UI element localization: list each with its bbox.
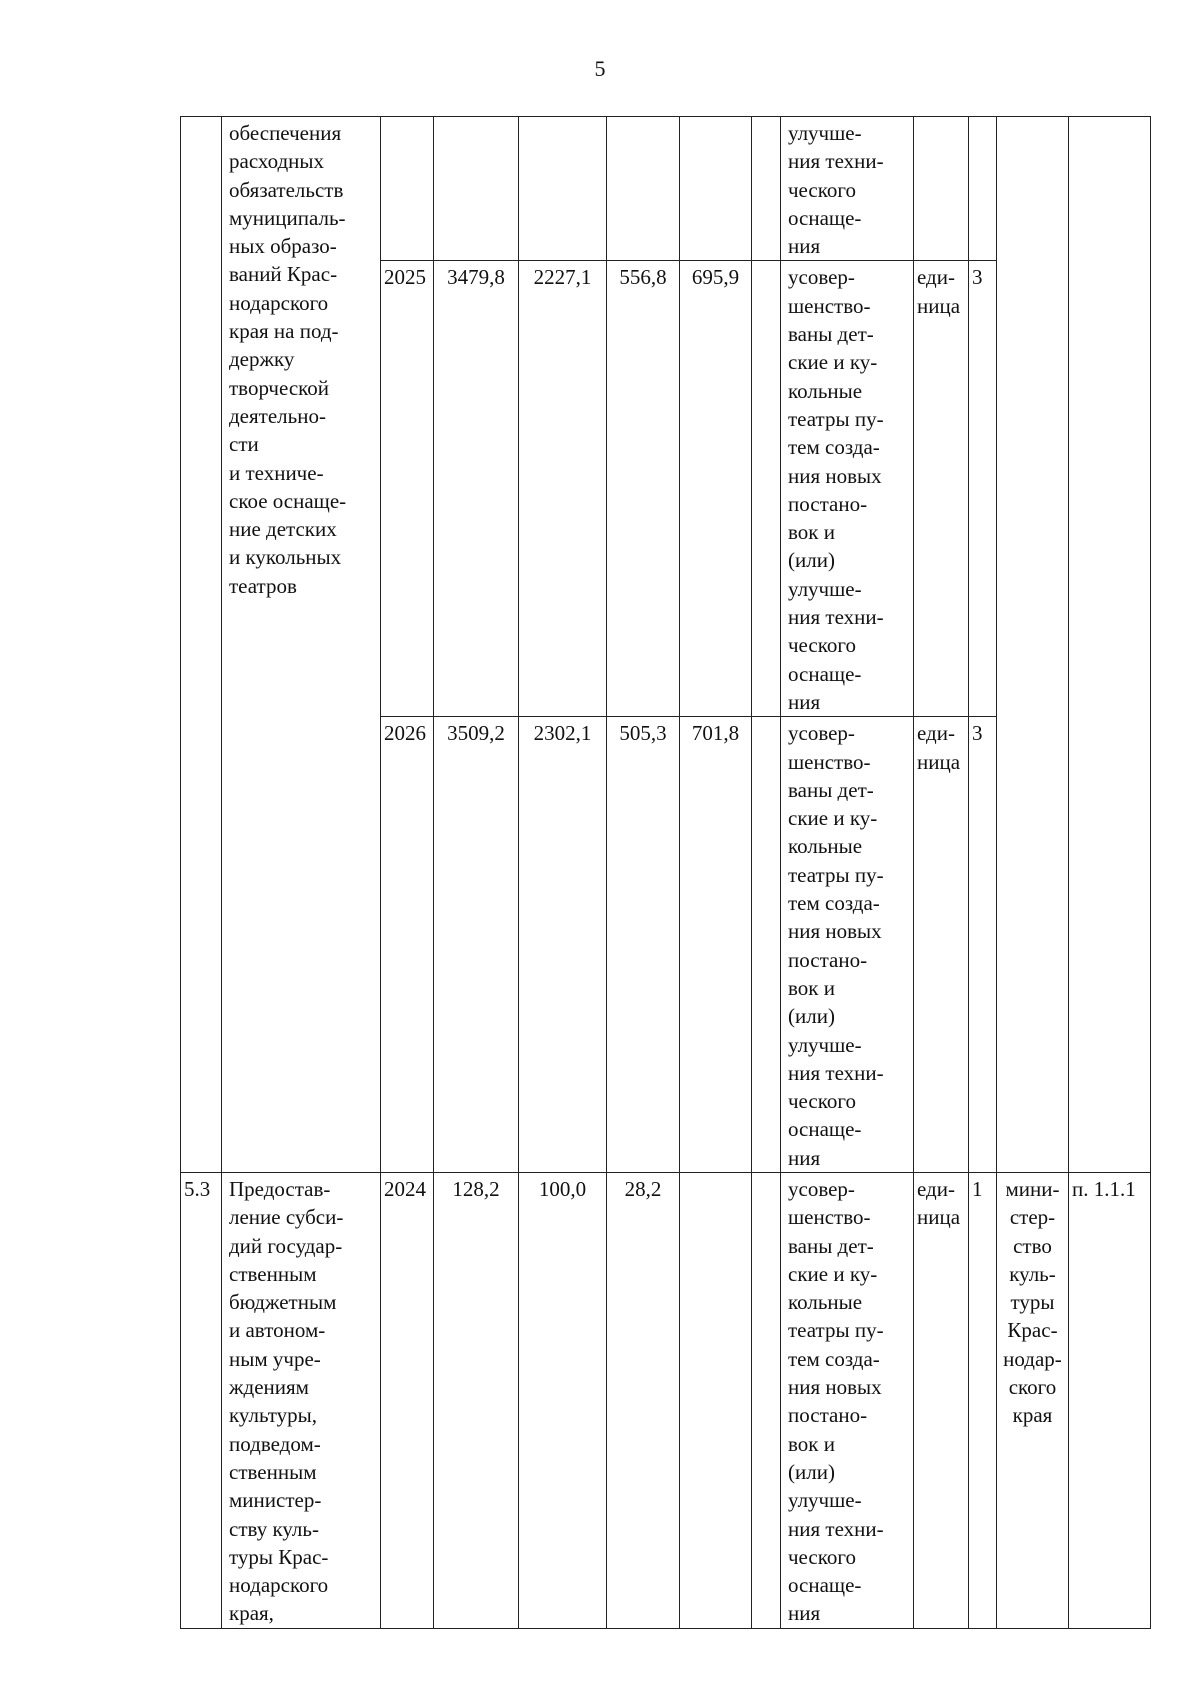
text-line: шенство- <box>788 1205 871 1230</box>
text-line: муниципаль- <box>229 205 346 230</box>
text-line: мини- <box>1005 1176 1060 1201</box>
text-line: ница <box>917 293 961 318</box>
text-line: усовер- <box>788 721 855 746</box>
cell-qty-empty <box>969 117 997 261</box>
cell-year: 2026 <box>381 717 434 1173</box>
cell-total-empty <box>434 117 519 261</box>
text-line: постано- <box>788 491 868 516</box>
cell-result <box>781 717 914 1173</box>
table-row <box>181 117 1151 261</box>
cell-ref: п. 1.1.1 <box>1069 1172 1151 1628</box>
text-line: ственным <box>229 1261 317 1286</box>
text-line: ным учре- <box>229 1346 321 1371</box>
text-line: театры пу- <box>788 862 884 887</box>
cell-year-empty <box>381 117 434 261</box>
text-line: обязательств <box>229 177 344 202</box>
text-line: культуры, <box>229 1403 317 1428</box>
text-line: сти <box>229 432 259 457</box>
cell-v1: 100,0 <box>519 1172 607 1628</box>
text-line: туры <box>1010 1290 1055 1315</box>
text-line: ния техни- <box>788 149 884 174</box>
text-line: ство <box>1013 1233 1052 1258</box>
text-line: нодар- <box>1003 1346 1062 1371</box>
text-line: ваний Крас- <box>229 262 338 287</box>
text-line: ственным <box>229 1459 317 1484</box>
text-line: усовер- <box>788 1176 855 1201</box>
text-line: ские и ку- <box>788 350 878 375</box>
text-line: обеспечения <box>229 121 342 145</box>
cell-v4 <box>752 717 781 1173</box>
text-line: ление субси- <box>229 1205 344 1230</box>
cell-unit <box>914 717 969 1173</box>
text-line: (или) <box>788 1459 835 1484</box>
cell-unit <box>914 1172 969 1628</box>
cell-v2: 28,2 <box>607 1172 680 1628</box>
cell-v4 <box>752 1172 781 1628</box>
text-line: вок и <box>788 1431 835 1456</box>
text-line: ница <box>917 1205 961 1230</box>
text-line: ния техни- <box>788 1516 884 1541</box>
cell-result <box>781 261 914 717</box>
table-row <box>181 1172 1151 1628</box>
text-line: тем созда- <box>788 435 880 460</box>
text-line: ния техни- <box>788 1060 884 1085</box>
text-line: ница <box>917 749 961 774</box>
text-line: деятельно- <box>229 403 326 428</box>
text-line: ваны дет- <box>788 1233 874 1258</box>
cell-total: 3509,2 <box>434 717 519 1173</box>
page-number: 5 <box>594 56 606 81</box>
text-line: шенство- <box>788 749 871 774</box>
program-table <box>180 116 1151 1629</box>
text-line: ческого <box>788 1544 856 1569</box>
text-line: вок и <box>788 975 835 1000</box>
text-line: держку <box>229 347 295 372</box>
text-line: и автоном- <box>229 1318 326 1343</box>
text-line: расходных <box>229 149 324 174</box>
text-line: Предостав- <box>229 1176 331 1201</box>
text-line: дий государ- <box>229 1233 343 1258</box>
cell-qty: 3 <box>969 717 997 1173</box>
text-line: ское оснаще- <box>229 488 347 513</box>
text-line: ных образо- <box>229 234 337 259</box>
cell-executor-empty <box>997 117 1069 1173</box>
text-line: усовер- <box>788 265 855 290</box>
cell-ref-empty <box>1069 117 1151 1173</box>
text-line: шенство- <box>788 293 871 318</box>
text-line: оснаще- <box>788 1573 862 1598</box>
text-line: ния техни- <box>788 605 884 630</box>
cell-num-empty <box>181 117 222 1173</box>
cell-unit <box>914 261 969 717</box>
text-line: творческой <box>229 375 330 400</box>
cell-v1: 2302,1 <box>519 717 607 1173</box>
text-line: еди- <box>917 265 955 290</box>
cell-v3: 695,9 <box>680 261 752 717</box>
text-line: и техниче- <box>229 460 324 485</box>
text-line: ческого <box>788 1089 856 1114</box>
text-line: оснаще- <box>788 1117 862 1142</box>
text-line: ждениям <box>229 1375 309 1400</box>
text-line: постано- <box>788 947 868 972</box>
text-line: ния новых <box>788 463 882 488</box>
text-line: ние детских <box>229 517 337 542</box>
text-line: ваны дет- <box>788 322 874 347</box>
cell-v2: 505,3 <box>607 717 680 1173</box>
text-line: подведом- <box>229 1431 321 1456</box>
cell-result <box>781 1172 914 1628</box>
cell-measure-name <box>222 1172 381 1628</box>
cell-v1: 2227,1 <box>519 261 607 717</box>
cell-v3 <box>680 1172 752 1628</box>
text-line: края <box>1012 1403 1053 1428</box>
cell-year: 2025 <box>381 261 434 717</box>
text-line: (или) <box>788 548 835 573</box>
text-line: тем созда- <box>788 891 880 916</box>
text-line: ния новых <box>788 919 882 944</box>
cell-year: 2024 <box>381 1172 434 1628</box>
text-line: улучше- <box>788 576 862 601</box>
text-line: улучше- <box>788 121 862 145</box>
cell-measure-name <box>222 117 381 1173</box>
text-line: кольные <box>788 378 863 403</box>
cell-v4-empty <box>752 117 781 261</box>
text-line: кольные <box>788 1290 863 1315</box>
text-line: ния <box>788 1145 821 1170</box>
cell-v3: 701,8 <box>680 717 752 1173</box>
text-line: театры пу- <box>788 1318 884 1343</box>
text-line: улучше- <box>788 1488 862 1513</box>
text-line: Крас- <box>1007 1318 1058 1343</box>
cell-v4 <box>752 261 781 717</box>
text-line: ческого <box>788 177 856 202</box>
cell-v2-empty <box>607 117 680 261</box>
text-line: театров <box>229 573 297 598</box>
text-line: театры пу- <box>788 406 884 431</box>
text-line: бюджетным <box>229 1290 337 1315</box>
text-line: тем созда- <box>788 1346 880 1371</box>
cell-v2: 556,8 <box>607 261 680 717</box>
cell-unit-empty <box>914 117 969 261</box>
text-line: (или) <box>788 1004 835 1029</box>
cell-num: 5.3 <box>181 1172 222 1628</box>
text-line: стер- <box>1009 1205 1056 1230</box>
text-line: еди- <box>917 721 955 746</box>
cell-total: 3479,8 <box>434 261 519 717</box>
cell-v3-empty <box>680 117 752 261</box>
text-line: ские и ку- <box>788 1261 878 1286</box>
text-line: нодарского <box>229 1573 329 1598</box>
text-line: ского <box>1008 1375 1057 1400</box>
cell-qty: 3 <box>969 261 997 717</box>
cell-qty: 1 <box>969 1172 997 1628</box>
text-line: ские и ку- <box>788 806 878 831</box>
text-line: ваны дет- <box>788 777 874 802</box>
text-line: туры Крас- <box>229 1544 329 1569</box>
text-line: оснаще- <box>788 205 862 230</box>
text-line: министер- <box>229 1488 322 1513</box>
text-line: нодарского <box>229 290 329 315</box>
cell-v1-empty <box>519 117 607 261</box>
text-line: ния <box>788 1601 821 1626</box>
text-line: куль- <box>1009 1261 1056 1286</box>
text-line: края, <box>229 1601 274 1626</box>
text-line: вок и <box>788 520 835 545</box>
text-line: края на под- <box>229 319 339 344</box>
cell-executor <box>997 1172 1069 1628</box>
text-line: постано- <box>788 1403 868 1428</box>
text-line: кольные <box>788 834 863 859</box>
text-line: ству куль- <box>229 1516 319 1541</box>
text-line: оснаще- <box>788 661 862 686</box>
text-line: ния <box>788 234 821 259</box>
text-line: еди- <box>917 1176 955 1201</box>
text-line: ния <box>788 689 821 714</box>
text-line: ческого <box>788 633 856 658</box>
text-line: и кукольных <box>229 545 342 570</box>
text-line: ния новых <box>788 1375 882 1400</box>
cell-result <box>781 117 914 261</box>
cell-total: 128,2 <box>434 1172 519 1628</box>
text-line: улучше- <box>788 1032 862 1057</box>
